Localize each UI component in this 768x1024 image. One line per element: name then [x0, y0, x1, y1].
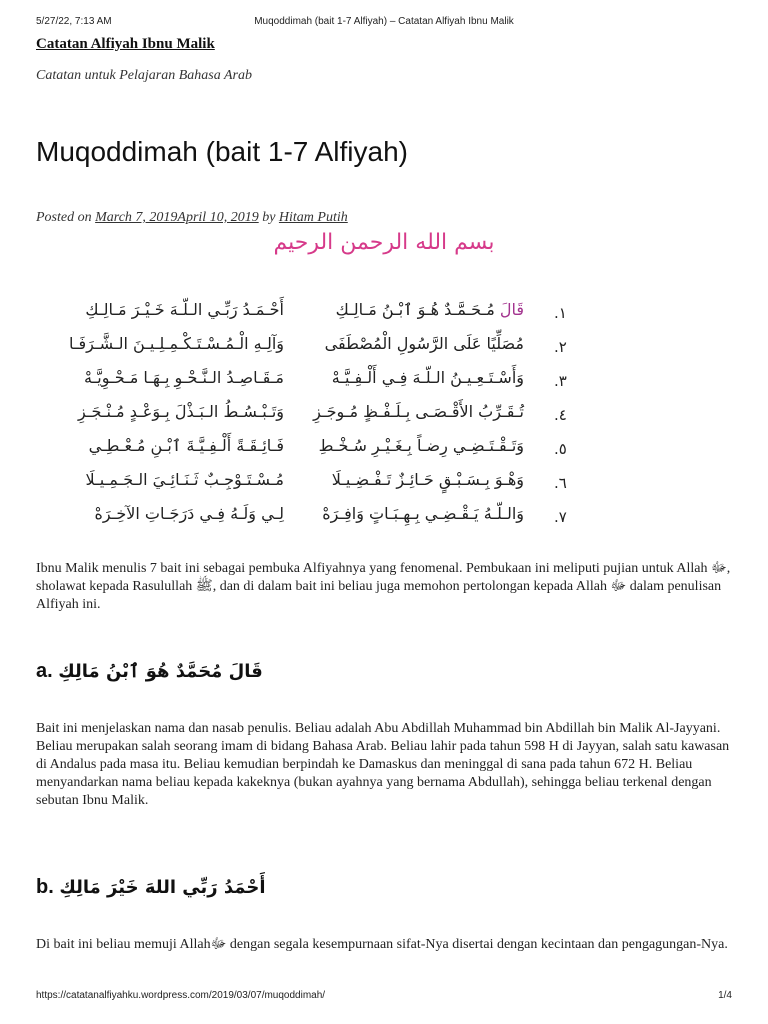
posted-on-label: Posted on	[36, 210, 92, 225]
print-url: https://catatanalfiyahku.wordpress.com/2019/03/07/muqoddimah/	[36, 990, 326, 1001]
bait-number: ١.	[554, 304, 567, 322]
bait-number: ٦.	[554, 474, 567, 492]
bait-row	[44, 332, 567, 366]
section-heading-a	[36, 660, 736, 683]
bait-ajuz: لِـي وَلَـهُ فِـي دَرَجَـاتِ الآخِـرَهْ	[94, 504, 284, 523]
bait-table	[44, 298, 567, 536]
bait-row	[44, 366, 567, 400]
print-page-number: 1/4	[718, 990, 732, 1001]
bait-ajuz: وَآلِـهِ الْـمُـسْـتَـكْـمِـلِـيـنَ الـشَّـرَفَـا	[68, 334, 284, 353]
section-b-body: Di bait ini beliau memuji Allahﷻ dengan segala kesempurnaan sifat-Nya disertai dengan kecintaan dan pengagungan-Nya.	[36, 937, 728, 952]
bait-row	[44, 298, 567, 332]
post-date-link[interactable]: March 7, 2019April 10, 2019	[95, 210, 259, 225]
bait-number: ٢.	[554, 338, 567, 356]
section-label: a.	[36, 660, 53, 682]
bait-shadr: وَأَسْـتَـعِـيـنُ الـلّـهَ فِـي أَلْـفِـيَّـهْ	[331, 368, 524, 387]
bait-ajuz: أَحْـمَـدُ رَبِّـي الـلّـهَ خَـيْـرَ مَـالِـكِ	[85, 300, 284, 319]
bait-ajuz: وَتَـبْـسُـطُ الـبَـذْلَ بِـوَعْـدٍ مُـنْـجَـزِ	[78, 402, 284, 421]
bait-number: ٧.	[554, 508, 567, 526]
bait-shadr	[304, 300, 524, 319]
bait-ajuz: مَـقَـاصِـدُ الـنَّـحْـوِ بِـهَـا مَـحْـوِيَّـهْ	[84, 368, 284, 387]
bait-row	[44, 400, 567, 434]
bait-shadr: وَتَـقْـتَـضِـي رِضـاً بِـغَـيْـرِ سُـخْـطِ	[318, 436, 524, 455]
bait-number: ٤.	[554, 406, 567, 424]
post-meta	[36, 210, 348, 226]
intro-paragraph: Ibnu Malik menulis 7 bait ini sebagai pembuka Alfiyahnya yang fenomenal. Pembukaan ini meliputi pujian untuk Allah ﷻ, sholawat kepada Rasulullah ﷺ, dan di dalam bait ini beliau juga memohon pertolongan kepada Allah ﷻ dalam penulisan Alfiyah ini.	[36, 561, 731, 612]
bait-ajuz: مُـسْـتَـوْجِـبٌ ثَـنَـائِـيَ الـجَـمِـيـلَا	[85, 470, 284, 489]
site-title-link[interactable]: Catatan Alfiyah Ibnu Malik	[36, 36, 215, 52]
bait-number: ٣.	[554, 372, 567, 390]
print-page-title: Muqoddimah (bait 1-7 Alfiyah) – Catatan Alfiyah Ibnu Malik	[254, 16, 514, 27]
bait-shadr: مُصَلِّيًا عَلَى الرَّسُولِ الْمُصْطَفَى	[324, 334, 524, 353]
bait-shadr: تُـقَـرِّبُ الأَقْـصَـى بِـلَـفْـظٍ مُـوجَـزِ	[313, 402, 524, 421]
section-a-body: Bait ini menjelaskan nama dan nasab penulis. Beliau adalah Abu Abdillah Muhammad bin Abdillah bin Malik Al-Jayyani. Beliau merupakan salah seorang imam di bidang Bahasa Arab. Beliau lahir pada tahun 598 H di Jayyan, salah satu kawasan di Andalus pada masa itu. Beliau kemudian berpindah ke Damaskus dan meninggal di sana pada tahun 672 H. Beliau menyandarkan nama beliau kepada kakeknya (bukan ayahnya yang bernama Abdullah), sehingga beliau terkenal dengan sebutan Ibnu Malik.	[36, 721, 730, 808]
bait-row	[44, 502, 567, 536]
bait-shadr: وَهْـوَ بِـسَـبْـقٍ حَـائِـزٌ تَـفْـضِـيـلَا	[331, 470, 524, 489]
by-label: by	[262, 210, 276, 225]
bait-shadr: وَالـلّـهُ يَـقْـضِـي بِـهِـبَـاتٍ وَافِـرَهْ	[322, 504, 524, 523]
author-link[interactable]: Hitam Putih	[278, 210, 348, 225]
site-description: Catatan untuk Pelajaran Bahasa Arab	[36, 68, 252, 83]
section-label: b.	[36, 876, 54, 898]
section-arabic: قَالَ مُحَمَّدٌ هُوَ ٱبْنُ مَالِكِ	[58, 661, 263, 682]
bait-shadr-text: مُـحَـمَّـدٌ هُـوَ ٱبْـنُ مَـالِـكِ	[335, 300, 500, 319]
section-arabic: أَحْمَدُ رَبِّي اللهَ خَيْرَ مَالِكِ	[59, 877, 266, 898]
bait-ajuz: فَـائِـقَـةً أَلْـفِـيَّـةَ ٱبْـنِ مُـعْـطِـي	[88, 436, 284, 455]
bait-number: ٥.	[554, 440, 567, 458]
bait-row	[44, 468, 567, 502]
section-heading-b	[36, 876, 736, 899]
bait-row	[44, 434, 567, 468]
bait-highlight: قَالَ	[499, 300, 524, 319]
post-title: Muqoddimah (bait 1-7 Alfiyah)	[36, 136, 408, 167]
print-header	[36, 16, 732, 30]
print-date: 5/27/22, 7:13 AM	[36, 16, 112, 27]
basmala-calligraphy: بسم الله الرحمن الرحيم	[273, 230, 495, 255]
print-footer	[36, 990, 732, 1004]
